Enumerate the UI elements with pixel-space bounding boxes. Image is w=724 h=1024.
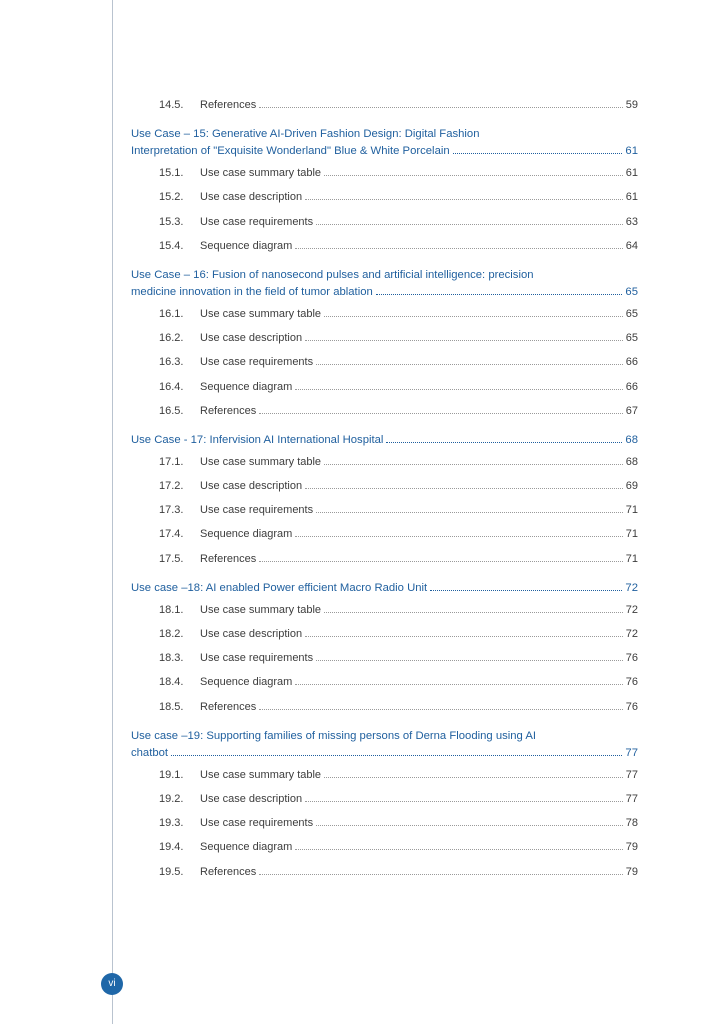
toc-entry-page: 64 [625,239,638,252]
dot-leader [305,331,623,341]
toc-entry-number: 19.1. [159,768,184,781]
toc-entry-label: Sequence diagram [200,528,293,541]
toc-entry-page: 78 [625,817,638,830]
toc-entry-label: Use case requirements [200,356,314,369]
toc-entry[interactable] [131,840,638,864]
toc-entry-label: Sequence diagram [200,841,293,854]
toc-entry-page: 77 [625,792,638,805]
dot-leader [295,527,622,537]
use-case-title: Use Case - 17: Infervision AI International Hospital [131,433,384,446]
dot-leader [305,627,623,637]
toc-entry-label: Use case requirements [200,652,314,665]
dot-leader [316,215,623,225]
use-case-title-line2: medicine innovation in the field of tumor ablation [131,285,373,298]
toc-entry-number: 17.3. [159,504,184,517]
dot-leader [386,433,622,443]
toc-entry-number: 17.4. [159,528,184,541]
dot-leader [295,239,622,249]
toc-entry[interactable] [131,98,638,122]
dot-leader [305,190,623,200]
toc-entry-number: 16.2. [159,332,184,345]
use-case-page: 61 [625,145,638,158]
page-number-badge: vi [101,973,123,995]
toc-entry[interactable] [131,675,638,699]
toc-entry-number: 17.5. [159,552,184,565]
toc-entry-page: 72 [625,628,638,640]
toc-entry-number: 17.1. [159,455,184,468]
use-case-title: Use case –18: AI enabled Power efficient Macro Radio Unit [131,581,428,594]
toc-entry-page: 66 [625,356,638,369]
toc-entry-label: Use case summary table [200,307,322,320]
toc-use-case-17[interactable] [131,432,638,449]
dot-leader [305,792,623,802]
toc-entry[interactable] [131,527,638,551]
dot-leader [316,651,623,661]
toc-entry-page: 68 [625,455,638,468]
dot-leader [259,404,622,414]
dot-leader [295,380,622,390]
toc-entry-label: Use case description [200,191,303,204]
toc-entry-label: References [200,700,257,713]
page-margin-line [112,0,113,1024]
use-case-title-line1: Use Case – 15: Generative AI-Driven Fashion Design: Digital Fashion [131,128,480,141]
toc-entry-label: Use case summary table [200,455,322,468]
toc-entry-number: 17.2. [159,480,184,493]
toc-entry-label: Use case description [200,332,303,345]
dot-leader [430,581,622,591]
toc-entry[interactable] [131,331,638,355]
toc-entry[interactable] [131,479,638,503]
toc-entry-label: Use case summary table [200,167,322,180]
toc-entry-label: Use case description [200,792,303,805]
toc-entry-label: Use case summary table [200,603,322,616]
toc-entry[interactable] [131,552,638,576]
toc-entry-label: Use case description [200,480,303,493]
toc-entry-page: 77 [625,768,638,781]
toc-entry-number: 16.3. [159,356,184,369]
dot-leader [324,166,623,176]
dot-leader [259,552,622,562]
toc-entry-page: 65 [625,332,638,345]
toc-entry-page: 76 [625,676,638,689]
toc-entry[interactable] [131,865,638,889]
toc-use-case-18[interactable] [131,580,638,597]
toc-entry-page: 61 [625,191,638,204]
toc-use-case-15[interactable] [131,126,638,160]
dot-leader [295,840,622,850]
dot-leader [259,700,622,710]
toc-entry-number: 18.5. [159,700,184,713]
toc-entry-page: 59 [625,99,638,111]
toc-entry[interactable] [131,503,638,527]
dot-leader [171,746,622,756]
dot-leader [305,479,623,489]
toc-entry-page: 76 [625,700,638,713]
toc-entry[interactable] [131,215,638,239]
toc-entry-number: 14.5. [159,99,184,111]
dot-leader [324,455,623,465]
toc-entry-label: Sequence diagram [200,380,293,393]
use-case-page: 68 [625,433,638,446]
toc-entry-page: 65 [625,307,638,320]
use-case-page: 77 [625,746,638,759]
toc-entry-label: Use case summary table [200,768,322,781]
toc-entry[interactable] [131,792,638,816]
toc-entry[interactable] [131,768,638,792]
toc-entry-page: 69 [625,480,638,493]
toc-entry[interactable] [131,700,638,724]
toc-entry-page: 71 [625,528,638,541]
table-of-contents [131,98,638,889]
dot-leader [259,98,622,108]
toc-entry-page: 67 [625,404,638,417]
dot-leader [316,816,623,826]
toc-use-case-19[interactable] [131,728,638,762]
use-case-title-line1: Use case –19: Supporting families of missing persons of Derna Flooding using AI [131,729,537,742]
toc-entry[interactable] [131,816,638,840]
toc-entry-number: 19.5. [159,865,184,878]
toc-entry[interactable] [131,239,638,263]
toc-entry[interactable] [131,380,638,404]
toc-entry[interactable] [131,307,638,331]
toc-entry-label: References [200,404,257,417]
toc-entry-label: Use case requirements [200,215,314,228]
toc-entry-page: 79 [625,841,638,854]
dot-leader [324,307,623,317]
toc-entry-number: 19.2. [159,792,184,805]
toc-entry-number: 15.1. [159,167,184,180]
dot-leader [324,768,623,778]
toc-entry[interactable] [131,455,638,479]
toc-entry-number: 19.4. [159,841,184,854]
toc-entry[interactable] [131,355,638,379]
toc-entry-number: 18.4. [159,676,184,689]
toc-entry-number: 16.4. [159,380,184,393]
toc-entry-label: Sequence diagram [200,239,293,252]
toc-entry-number: 19.3. [159,817,184,830]
toc-entry-label: References [200,865,257,878]
toc-entry-number: 15.2. [159,191,184,204]
toc-entry-page: 71 [625,504,638,517]
toc-entry-number: 18.1. [159,603,184,616]
use-case-title-line1: Use Case – 16: Fusion of nanosecond pulses and artificial intelligence: precision [131,268,534,281]
toc-entry-page: 71 [625,552,638,565]
dot-leader [316,503,623,513]
toc-entry[interactable] [131,627,638,651]
toc-entry-page: 72 [625,603,638,616]
use-case-title-line2: Interpretation of "Exquisite Wonderland" Blue & White Porcelain [131,145,450,158]
toc-entry-number: 18.3. [159,652,184,665]
toc-entry[interactable] [131,404,638,428]
toc-entry-number: 16.1. [159,307,184,320]
toc-entry[interactable] [131,651,638,675]
toc-entry-number: 18.2. [159,628,184,640]
dot-leader [376,285,623,295]
toc-entry-page: 61 [625,167,638,180]
toc-entry-label: References [200,99,257,111]
toc-entry[interactable] [131,603,638,627]
toc-entry-label: Sequence diagram [200,676,293,689]
toc-entry-number: 16.5. [159,404,184,417]
dot-leader [295,675,622,685]
use-case-page: 72 [625,581,638,594]
toc-entry-page: 76 [625,652,638,665]
dot-leader [316,355,623,365]
toc-entry[interactable] [131,190,638,214]
toc-entry-number: 15.3. [159,215,184,228]
toc-entry-label: Use case requirements [200,504,314,517]
toc-entry-label: Use case requirements [200,817,314,830]
toc-use-case-16[interactable] [131,267,638,301]
toc-entry-label: References [200,552,257,565]
toc-entry-number: 15.4. [159,239,184,252]
toc-entry-page: 63 [625,215,638,228]
use-case-page: 65 [625,285,638,298]
toc-entry-page: 66 [625,380,638,393]
dot-leader [453,144,623,154]
dot-leader [259,865,622,875]
dot-leader [324,603,623,613]
toc-entry-page: 79 [625,865,638,878]
use-case-title-line2: chatbot [131,746,169,759]
toc-entry-label: Use case description [200,628,303,640]
toc-entry[interactable] [131,166,638,190]
